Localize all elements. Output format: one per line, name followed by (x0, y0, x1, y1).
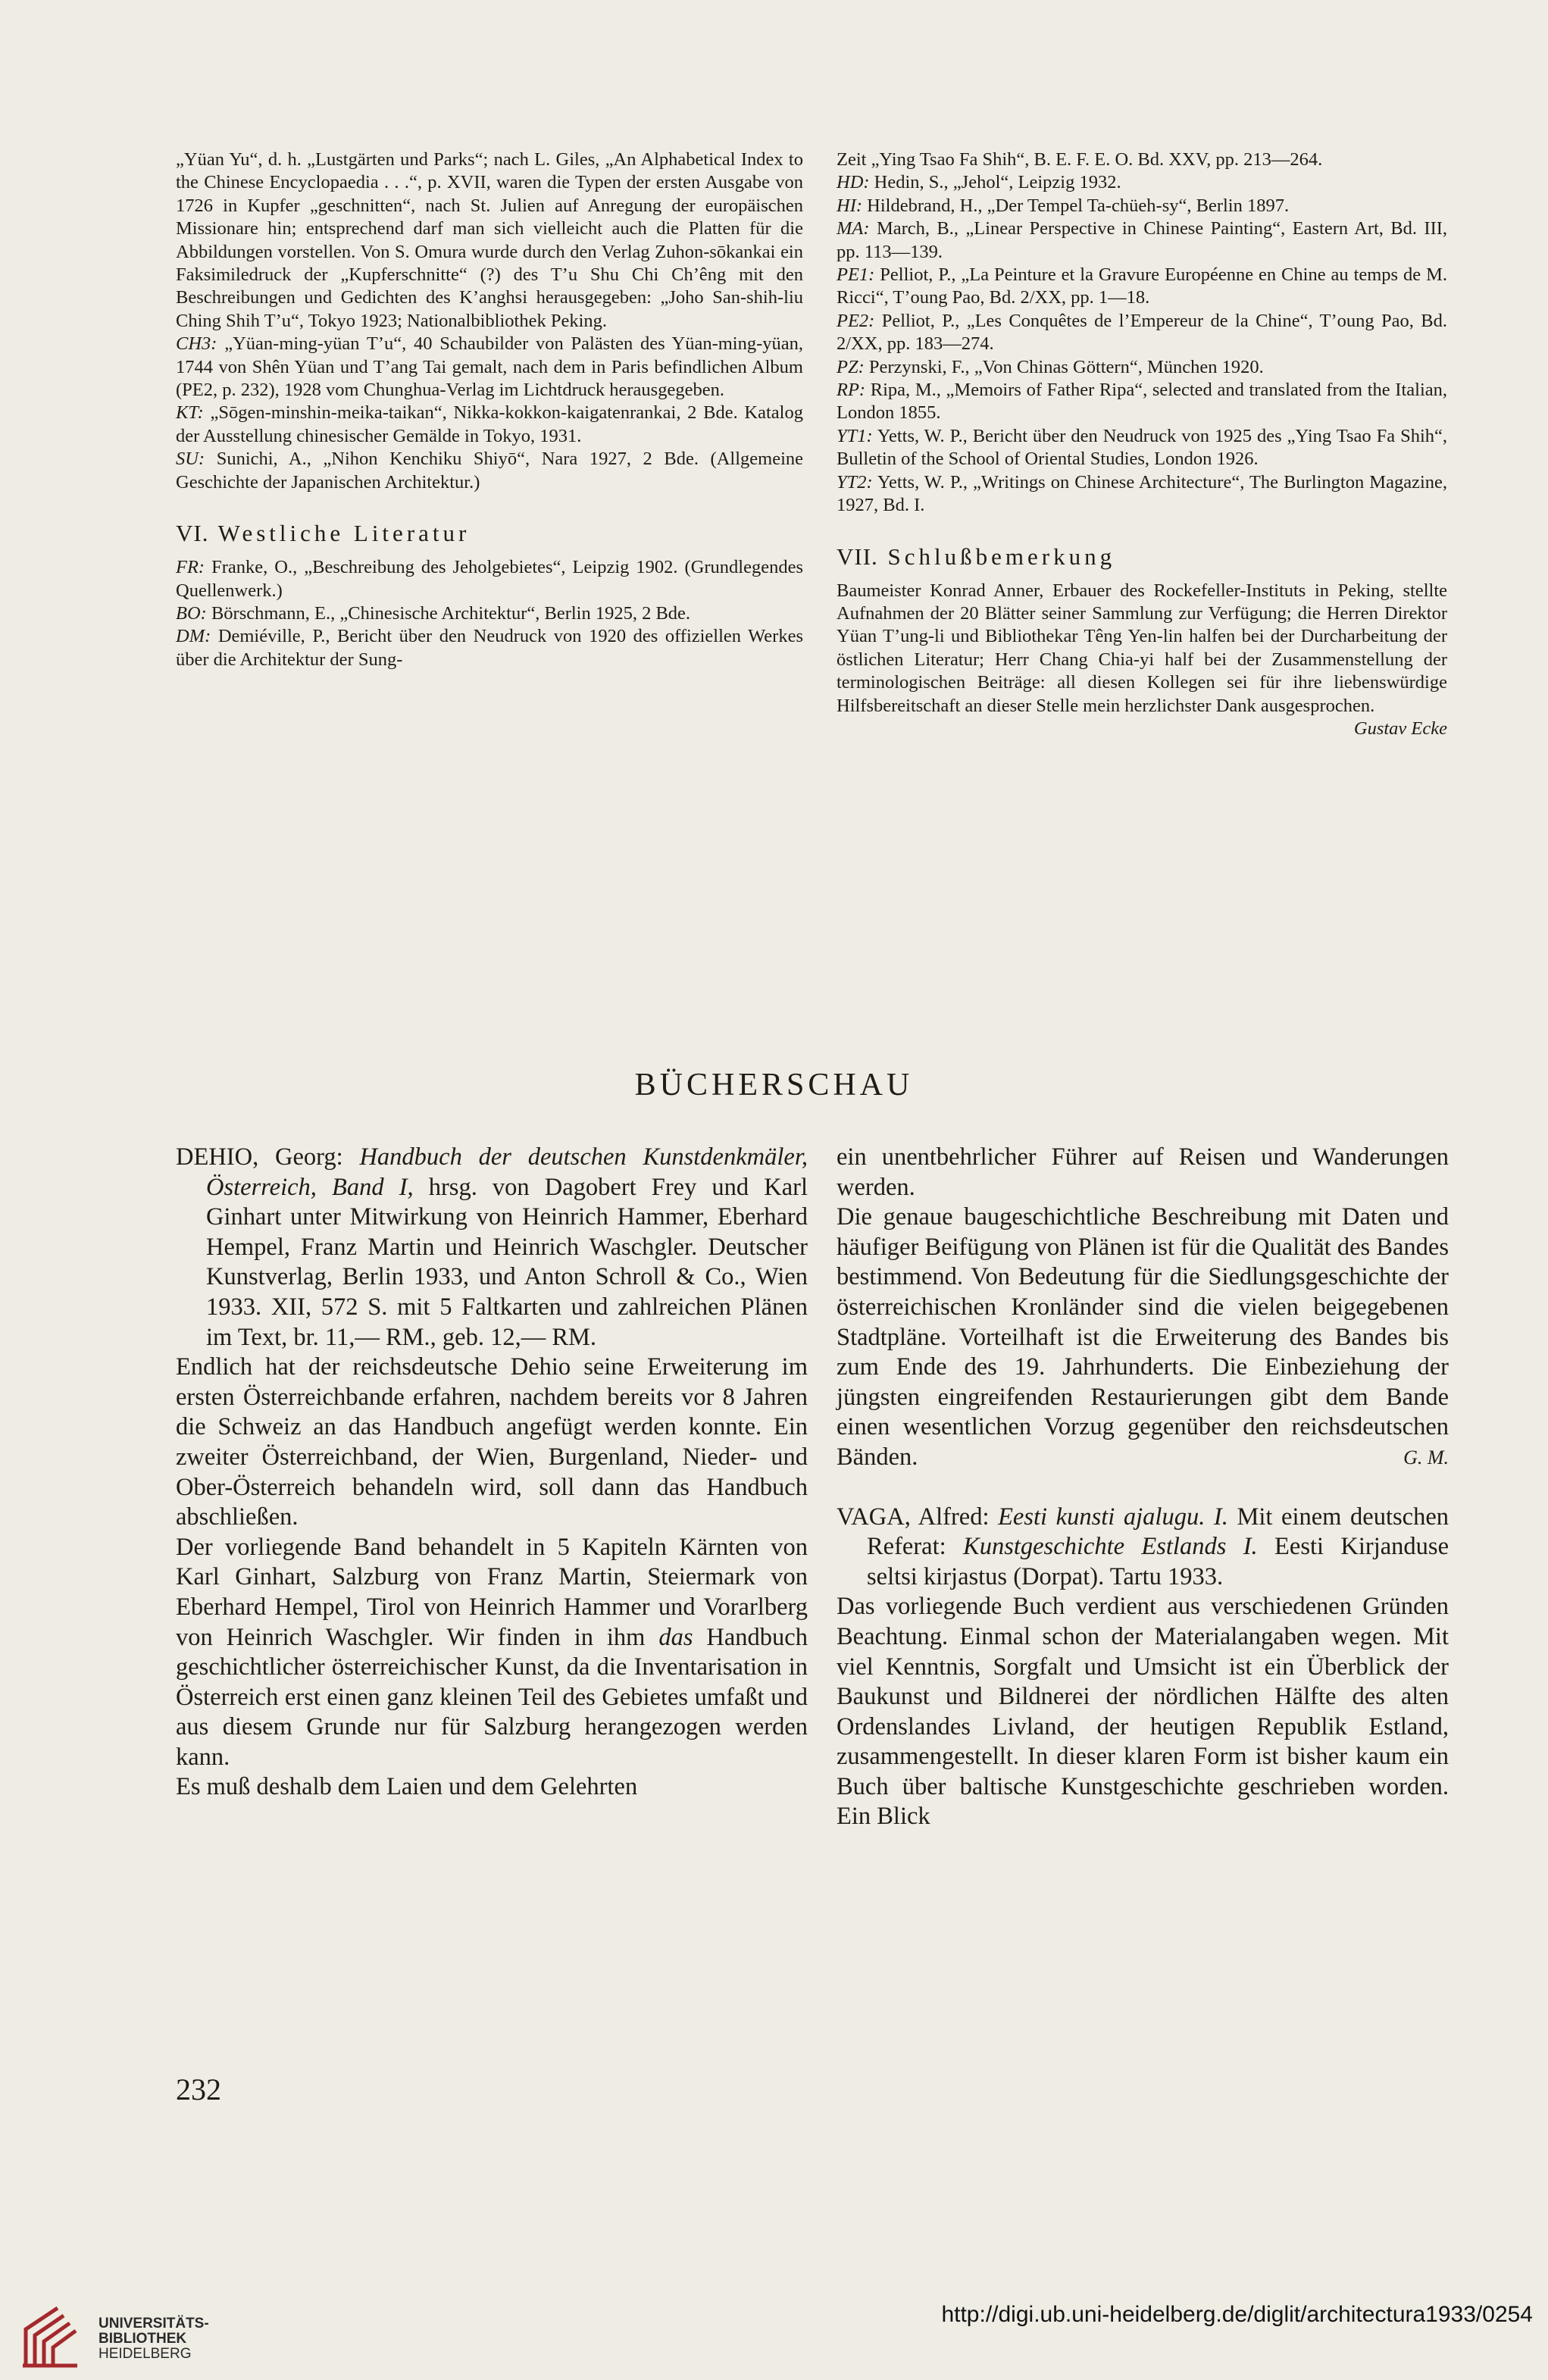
section-number: VII. (837, 543, 878, 570)
bib-text: Pelliot, P., „La Peinture et la Gravure Européenne en Chine au temps de M. Ricci“, T’oung Pao, Bd. 2/XX, pp. 1—18. (837, 264, 1447, 308)
upper-right-column (837, 149, 1447, 740)
review-entry-vaga (837, 1503, 1449, 1593)
review-title: Eesti kunsti ajalugu. I. (998, 1503, 1228, 1531)
bib-text: Yetts, W. P., Bericht über den Neudruck von 1925 des „Ying Tsao Fa Shih“, Bulletin of the School of Oriental Studies, London 1926. (837, 425, 1448, 470)
bib-abbr: YT2: (837, 471, 873, 493)
review-paragraph: Es muß deshalb dem Laien und dem Gelehrten (176, 1773, 638, 1801)
bib-abbr: PZ: (837, 356, 865, 377)
review-text: Die genaue baugeschichtliche Beschreibung mit Daten und häufiger Beifügung von Plänen ist für die Qualität des Bandes bestimmend. Von Bedeutung für die Siedlungsgeschichte der österreichischen Kronländer sind die vielen beigegebenen Stadtpläne. Vorteilhaft ist die Erweiterung des Bandes bis zum Ende des 19. Jahrhunderts. Die Einbeziehung der jüngsten eingreifenden Restaurierungen gibt dem Bande einen wesentlichen Vorzug gegenüber den reichsdeutschen Bänden. (837, 1203, 1449, 1471)
bib-abbr: CH3: (176, 333, 217, 355)
review-text: Handbuch geschichtlicher österreichischer Kunst, da die Inventarisation in Österreich erst einen ganz kleinen Teil des Gebietes umfaßt und aus diesem Grunde nur für Salzburg herangezogen werden kann. (176, 1623, 808, 1771)
bib-text: Ripa, M., „Memoirs of Father Ripa“, selected and translated from the Italian, London 1855. (837, 380, 1448, 424)
bib-entry-pe1 (837, 264, 1447, 310)
library-name (99, 2316, 209, 2362)
source-url-link[interactable]: http://digi.ub.uni-heidelberg.de/diglit/architectura1933/0254 (941, 2302, 1533, 2327)
bib-abbr: SU: (176, 449, 205, 470)
bib-text: Hildebrand, H., „Der Tempel Ta-chüeh-sy“, Berlin 1897. (867, 195, 1290, 216)
lower-right-column (837, 1143, 1449, 1832)
closing-remarks (837, 580, 1447, 739)
bib-entry-dm (176, 625, 803, 671)
review-author: VAGA, Alfred: (837, 1503, 999, 1531)
bib-entry-pz (837, 356, 1447, 379)
closing-text: Baumeister Konrad Anner, Erbauer des Rockefeller-Instituts in Peking, stellte Aufnahmen der 20 Blätter seiner Sammlung zur Verfügung; die Herren Direktor Yüan T’ung-li und Bibliothekar Têng Yen-lin halfen bei der Durcharbeitung der östlichen Literatur; Herr Chang Chia-yi half bei der Zusammenstellung der terminologischen Beiträge: all diesen Kollegen sei für ihre liebenswürdige Hilfsbereitschaft an dieser Stelle mein herzlichster Dank ausgesprochen. (837, 580, 1447, 716)
section-number: VI. (176, 520, 209, 547)
upper-left-column (176, 149, 803, 671)
section-title: Westliche Literatur (217, 520, 471, 547)
bib-text: Demiéville, P., Bericht über den Neudruck von 1920 des offiziellen Werkes über die Architektur der Sung- (176, 626, 803, 670)
bib-entry-ma (837, 217, 1447, 264)
library-name-line: HEIDELBERG (99, 2346, 192, 2362)
review-paragraph (837, 1203, 1449, 1472)
bib-text: Pelliot, P., „Les Conquêtes de l’Empereur de la Chine“, T’oung Pao, Bd. 2/XX, pp. 183—274. (837, 310, 1447, 355)
bib-abbr: PE2: (837, 310, 875, 331)
bib-abbr: FR: (176, 557, 205, 578)
bib-entry-yt1 (837, 425, 1447, 471)
bib-text: Börschmann, E., „Chinesische Architektur“, Berlin 1925, 2 Bde. (211, 602, 691, 624)
bib-entry-yt2 (837, 471, 1447, 518)
bib-text: Yetts, W. P., „Writings on Chinese Architecture“, The Burlington Magazine, 1927, Bd. I. (837, 471, 1447, 516)
bib-abbr: BO: (176, 602, 207, 624)
library-name-line: BIBLIOTHEK (99, 2331, 187, 2347)
review-publication: Mit einem deutschen Referat: (867, 1503, 1449, 1561)
bib-abbr: HI: (837, 195, 863, 216)
review-paragraph: Das vorliegende Buch verdient aus verschiedenen Gründen Beachtung. Einmal schon der Materialangaben wegen. Mit viel Kenntnis, Sorgfalt und Umsicht ist ein Überblick der Baukunst und Bildnerei der nördlichen Hälfte des alten Ordenslandes Livland, der heutigen Republik Estland, zusammengestellt. In dieser klaren Form ist bisher kaum ein Buch über baltische Kunstgeschichte geschrieben worden. Ein Blick (837, 1593, 1449, 1831)
bib-text: Zeit „Ying Tsao Fa Shih“, B. E. F. E. O. Bd. XXV, pp. 213—264. (837, 149, 1323, 170)
section-heading-vi (176, 520, 803, 547)
bib-entry-continued (837, 149, 1447, 171)
section-heading-vii (837, 543, 1447, 571)
paragraph-yuan-yu: „Yüan Yu“, d. h. „Lustgärten und Parks“; nach L. Giles, „An Alphabetical Index to the Chinese Encyclopaedia . . .“, p. XVII, waren die Typen der ersten Ausgabe von 1726 in Kupfer „geschnitten“, nach St. Julien auf Anregung der europäischen Missionare hin; entsprechend darf man sich vielleicht auch die Platten für die Abbildungen vorstellen. Von S. Omura wurde durch den Verlag Zuhon-sōkankai ein Faksimiledruck der „Kupferschnitte“ (?) des T’u Shu Chi Ch’êng mit den Beschreibungen und Gedichten des K’anghsi herausgegeben: „Joho San-shih-liu Ching Shih T’u“, Tokyo 1923; Nationalbibliothek Peking. (176, 149, 803, 331)
review-paragraph: Endlich hat der reichsdeutsche Dehio seine Erweiterung im ersten Österreichbande erfahren, nachdem bereits vor 8 Jahren die Schweiz an das Handbuch angefügt werden konnte. Ein zweiter Österreichband, der Wien, Burgenland, Nieder- und Ober-Österreich behandeln wird, soll dann das Handbuch abschließen. (176, 1353, 808, 1531)
bib-entry-fr (176, 556, 803, 602)
bib-abbr: MA: (837, 218, 870, 239)
review-author: DEHIO, Georg: (176, 1143, 360, 1171)
bib-entry-su (176, 448, 803, 494)
review-paragraph: ein unentbehrlicher Führer auf Reisen und Wanderungen werden. (837, 1143, 1449, 1201)
author-signature: Gustav Ecke (1353, 718, 1447, 739)
review-text: Der vorliegende Band behandelt in 5 Kapiteln Kärnten von Karl Ginhart, Salzburg von Franz Martin, Steiermark von Eberhard Hempel, Tirol von Heinrich Hammer und Vorarlberg von Heinrich Waschgler. Wir finden in ihm (176, 1533, 808, 1651)
review-publication: hrsg. von Dagobert Frey und Karl Ginhart unter Mitwirkung von Heinrich Hammer, Eberhard Hempel, Franz Martin und Heinrich Waschgler. Deutscher Kunstverlag, Berlin 1933, und Anton Schroll & Co., Wien 1933. XII, 572 S. mit 5 Faltkarten und zahlreichen Plänen im Text, br. 11,— RM., geb. 12,— RM. (206, 1173, 808, 1351)
library-name-line: UNIVERSITÄTS- (99, 2316, 209, 2332)
bib-text: Perzynski, F., „Von Chinas Göttern“, München 1920. (868, 356, 1264, 377)
bib-text: Hedin, S., „Jehol“, Leipzig 1932. (874, 172, 1121, 193)
reviewer-signature: G. M. (1403, 1446, 1449, 1468)
bib-entry-rp (837, 379, 1447, 425)
bib-text: „Yüan-ming-yüan T’u“, 40 Schaubilder von Palästen des Yüan-ming-yüan, 1744 von Shên Yüan und T’ang Tai gemalt, nach dem in Paris befindlichen Album (PE2, p. 232), 1928 vom Chunghua-Verlag im Lichtdruck herausgegeben. (176, 333, 804, 401)
review-subtitle: Kunstgeschichte Estlands I. (963, 1533, 1258, 1561)
bib-text: Sunichi, A., „Nihon Kenchiku Shiyō“, Nara 1927, 2 Bde. (Allgemeine Geschichte der Japanischen Architektur.) (176, 449, 804, 493)
bib-abbr: RP: (837, 380, 866, 401)
bib-abbr: YT1: (837, 425, 873, 446)
bib-entry-pe2 (837, 310, 1447, 356)
review-emphasis: das (658, 1623, 693, 1651)
bib-entry-ch3 (176, 333, 803, 402)
bib-entry-kt (176, 402, 803, 448)
bib-entry-hi (837, 195, 1447, 217)
bib-text: „Sōgen-minshin-meika-taikan“, Nikka-kokkon-kaigatenrankai, 2 Bde. Katalog der Ausstellung chinesischer Gemälde in Tokyo, 1931. (176, 402, 803, 446)
section-title: Schlußbemerkung (887, 543, 1116, 570)
bib-text: March, B., „Linear Perspective in Chinese Painting“, Eastern Art, Bd. III, pp. 113—139. (837, 218, 1448, 262)
review-entry-dehio (176, 1143, 808, 1353)
bib-abbr: DM: (176, 626, 211, 647)
library-logo-icon (17, 2302, 92, 2369)
bib-text: Franke, O., „Beschreibung des Jeholgebietes“, Leipzig 1902. (Grundlegendes Quellenwerk.) (176, 557, 804, 601)
review-title: Handbuch der deutschen Kunstdenkmäler, Österreich, Band I, (206, 1143, 808, 1201)
page-number: 232 (176, 2072, 221, 2106)
bib-entry-bo (176, 602, 803, 625)
bib-entry-hd (837, 171, 1447, 194)
bib-abbr: PE1: (837, 264, 875, 286)
book-review-heading: BÜCHERSCHAU (634, 1068, 914, 1102)
review-paragraph (176, 1533, 808, 1773)
lower-left-column (176, 1143, 808, 1803)
bib-abbr: HD: (837, 172, 870, 193)
review-publication: Eesti Kirjanduse seltsi kirjastus (Dorpat). Tartu 1933. (867, 1533, 1449, 1590)
bib-abbr: KT: (176, 402, 204, 424)
